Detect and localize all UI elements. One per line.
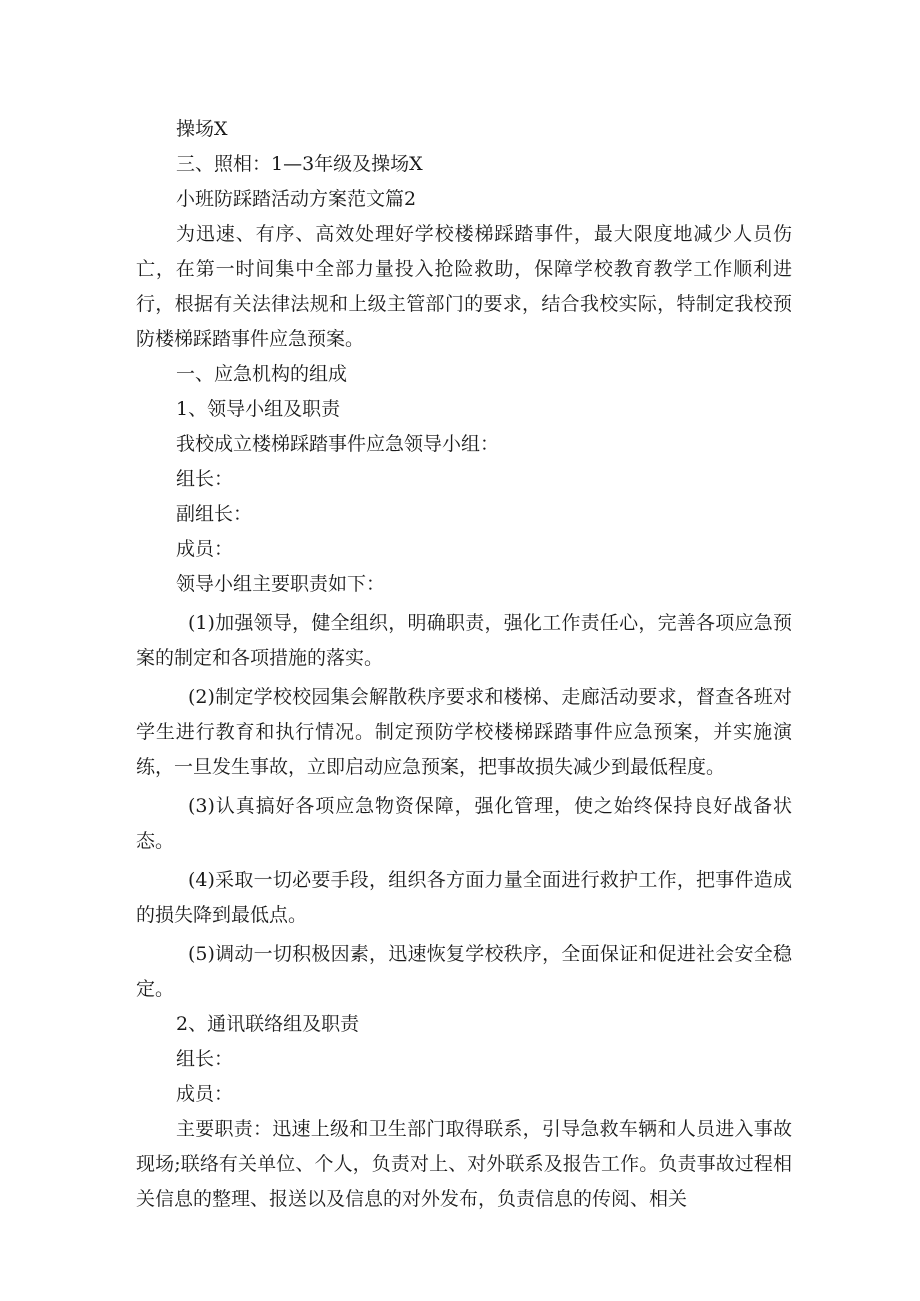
section-title: 小班防踩踏活动方案范文篇2 [176,188,417,210]
text-line: 组长： [176,1048,234,1070]
list-item: (3)认真搞好各项应急物资保障，强化管理，使之始终保持良好战备状态。 [136,795,792,852]
list-item: (1)加强领导，健全组织，明确职责，强化工作责任心，完善各项应急预案的制定和各项措施的落实。 [136,612,792,669]
text-line: 我校成立楼梯踩踏事件应急领导小组： [176,433,500,455]
subheading: 2、通讯联络组及职责 [176,1013,360,1035]
text-line: 操场X [176,118,228,140]
document-page [136,112,792,1217]
text-line: 副组长： [176,503,253,525]
list-item: (4)采取一切必要手段，组织各方面力量全面进行救护工作，把事件造成的损失降到最低点。 [136,869,792,926]
text-line: 成员： [176,1083,234,1105]
text-line: 成员： [176,538,234,560]
list-item: (5)调动一切积极因素，迅速恢复学校秩序，全面保证和促进社会安全稳定。 [136,943,792,1000]
list-item: (2)制定学校校园集会解散秩序要求和楼梯、走廊活动要求，督查各班对学生进行教育和执行情况。制定预防学校楼梯踩踏事件应急预案，并实施演练，一旦发生事故，立即启动应急预案，把事故损失减少到最低程度。 [136,686,792,778]
subheading: 1、领导小组及职责 [176,398,341,420]
text-line: 三、照相：1—3年级及操场X [176,153,423,175]
text-line: 组长： [176,468,234,490]
paragraph: 为迅速、有序、高效处理好学校楼梯踩踏事件，最大限度地减少人员伤亡，在第一时间集中全部力量投入抢险救助，保障学校教育教学工作顺利进行，根据有关法律法规和上级主管部门的要求，结合我校实际，特制定我校预防楼梯踩踏事件应急预案。 [136,223,792,350]
heading: 一、应急机构的组成 [176,363,348,385]
text-line: 领导小组主要职责如下： [176,573,386,595]
paragraph: 主要职责：迅速上级和卫生部门取得联系，引导急救车辆和人员进入事故现场;联络有关单位、个人，负责对上、对外联系及报告工作。负责事故过程相关信息的整理、报送以及信息的对外发布，负责信息的传阅、相关 [136,1118,792,1210]
